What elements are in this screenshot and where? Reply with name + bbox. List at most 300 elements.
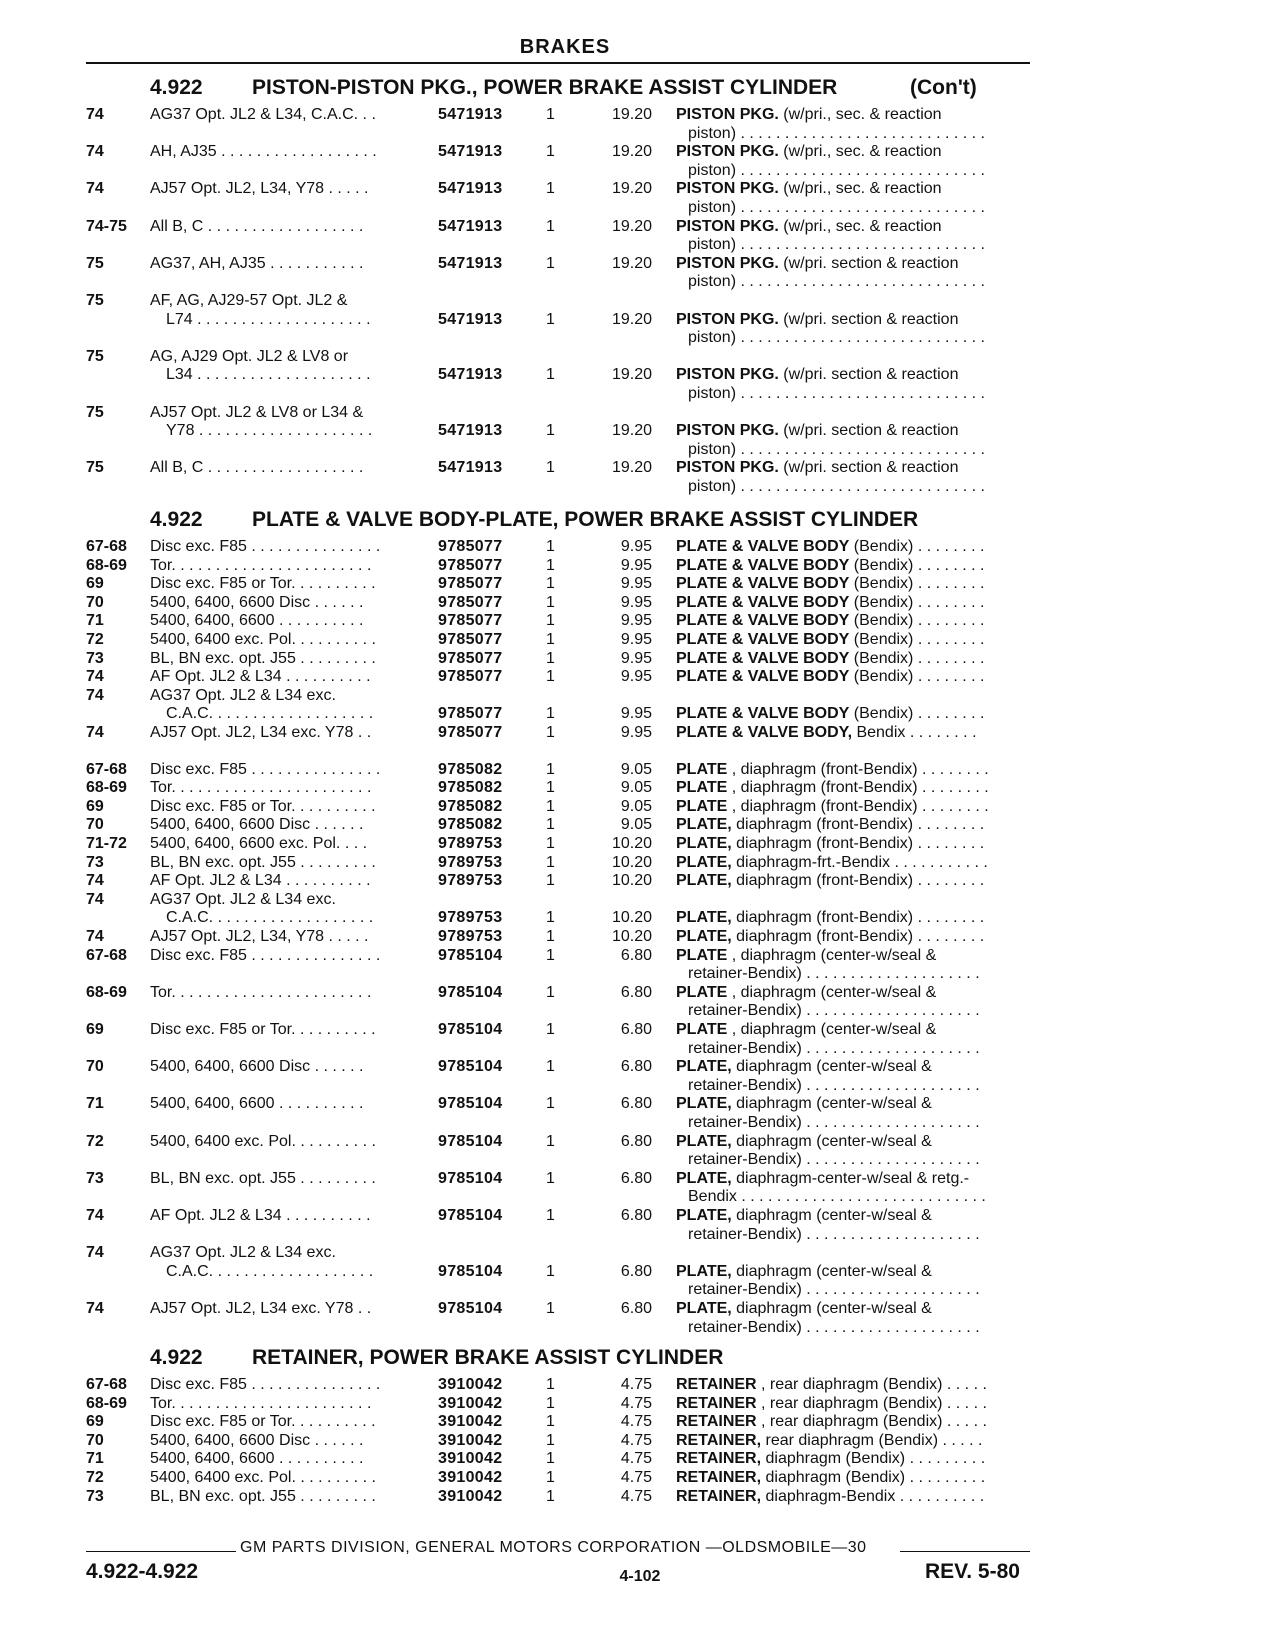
part-name: PISTON PKG. [676, 310, 779, 328]
model-year: 75 [86, 254, 104, 272]
part-description [676, 1413, 1036, 1431]
model-application: Disc exc. F85 . . . . . . . . . . . . . . . [150, 946, 381, 964]
part-name: PLATE [676, 760, 728, 778]
parts-row [86, 1133, 1036, 1170]
model-application: 5400, 6400, 6600 Disc . . . . . . [150, 1058, 364, 1076]
parts-row [86, 1376, 1036, 1395]
part-number: 9785077 [438, 631, 503, 648]
price: 9.05 [620, 797, 652, 815]
part-number: 5471913 [438, 366, 503, 384]
part-number: 3910042 [438, 1394, 503, 1412]
parts-row [86, 180, 1036, 217]
part-name: RETAINER, [676, 1431, 762, 1449]
part-detail: (Bendix) . . . . . . . . [849, 612, 985, 630]
quantity: 1 [546, 217, 555, 235]
section-title: RETAINER, POWER BRAKE ASSIST CYLINDER [252, 1346, 724, 1369]
part-name: PLATE [676, 1021, 728, 1038]
part-description [676, 255, 1036, 273]
part-detail: diaphragm-center-w/seal & retg.- [731, 1169, 970, 1187]
quantity: 1 [546, 816, 555, 834]
parts-row [86, 947, 1036, 984]
quantity: 1 [546, 1394, 555, 1412]
model-application: AJ57 Opt. JL2, L34 exc. Y78 . . [150, 724, 372, 741]
parts-row [86, 1488, 1036, 1507]
part-number: 9785077 [438, 705, 503, 723]
part-description [676, 594, 1036, 612]
part-number: 9785082 [438, 779, 503, 797]
parts-row [86, 106, 1036, 143]
price: 10.20 [611, 835, 652, 852]
model-application: All B, C . . . . . . . . . . . . . . . . . . [150, 459, 364, 477]
part-number: 9785104 [438, 1132, 503, 1150]
model-application-cont: Y78 . . . . . . . . . . . . . . . . . . . . [166, 422, 373, 440]
parts-row [86, 1450, 1036, 1469]
parts-row [86, 1432, 1036, 1451]
price: 10.20 [611, 872, 652, 890]
part-name: PLATE & VALVE BODY [676, 705, 850, 723]
price: 19.20 [611, 422, 652, 440]
part-name: RETAINER [676, 1376, 757, 1393]
model-year: 74 [86, 724, 104, 741]
part-name: RETAINER [676, 1394, 757, 1412]
quantity: 1 [546, 1262, 555, 1280]
model-application-cont: C.A.C. . . . . . . . . . . . . . . . . . . [166, 705, 374, 723]
part-description [676, 835, 1036, 853]
parts-row [86, 1207, 1036, 1244]
parts-row [86, 292, 1036, 348]
quantity: 1 [546, 705, 555, 723]
footer-page-number: 4-102 [619, 1568, 661, 1585]
page-title: BRAKES [519, 36, 611, 58]
parts-row [86, 1058, 1036, 1095]
model-application: AG37 Opt. JL2 & L34 exc. [150, 890, 336, 908]
model-year: 67-68 [86, 760, 127, 778]
model-application: 5400, 6400, 6600 Disc . . . . . . [150, 816, 364, 834]
model-year: 74 [86, 1244, 104, 1262]
price: 4.75 [620, 1487, 652, 1505]
model-application-cont: L34 . . . . . . . . . . . . . . . . . . . . [166, 366, 371, 384]
footer-rule-right [900, 1551, 1030, 1552]
part-description [676, 984, 1036, 1002]
part-description [676, 1095, 1036, 1113]
price: 6.80 [620, 983, 652, 1001]
section-number: 4.922 [150, 1346, 203, 1369]
quantity: 1 [546, 106, 555, 123]
price: 4.75 [620, 1431, 652, 1449]
part-number: 9789753 [438, 928, 503, 945]
part-detail: diaphragm (front-Bendix) . . . . . . . . [731, 909, 985, 927]
quantity: 1 [546, 779, 555, 797]
part-name: PISTON PKG. [676, 459, 779, 477]
model-application: BL, BN exc. opt. J55 . . . . . . . . . [150, 1169, 376, 1187]
price: 4.75 [620, 1394, 652, 1412]
part-detail: (w/pri. section & reaction [778, 310, 959, 328]
price: 10.20 [611, 909, 652, 927]
parts-row [86, 557, 1036, 576]
part-description [676, 575, 1036, 593]
part-number: 5471913 [438, 217, 503, 235]
part-description-cont: piston) . . . . . . . . . . . . . . . . . . . . . . . . . . . . [688, 329, 985, 347]
part-description-cont: retainer-Bendix) . . . . . . . . . . . . . . . . . . . . [688, 1281, 980, 1299]
price: 9.95 [620, 612, 652, 630]
part-description-cont: retainer-Bendix) . . . . . . . . . . . . . . . . . . . . [688, 1002, 980, 1020]
quantity: 1 [546, 1413, 555, 1431]
quantity: 1 [546, 853, 555, 871]
part-description-cont: retainer-Bendix) . . . . . . . . . . . . . . . . . . . . [688, 1076, 980, 1094]
part-detail: diaphragm (front-Bendix) . . . . . . . . [731, 928, 985, 945]
quantity: 1 [546, 983, 555, 1001]
part-name: PLATE, [676, 835, 732, 852]
part-name: PLATE & VALVE BODY [676, 612, 850, 630]
part-description [676, 143, 1036, 161]
part-description [676, 1207, 1036, 1225]
part-detail: (w/pri. section & reaction [778, 459, 959, 477]
part-detail: diaphragm-frt.-Bendix . . . . . . . . . . . [731, 853, 988, 871]
part-number: 5471913 [438, 422, 503, 440]
price: 9.95 [620, 593, 652, 611]
part-detail: diaphragm (Bendix) . . . . . . . . . [761, 1450, 986, 1468]
model-application: Tor. . . . . . . . . . . . . . . . . . . . . . . [150, 1394, 372, 1412]
model-application: AG37 Opt. JL2 & L34 exc. [150, 1244, 336, 1262]
part-detail: diaphragm (center-w/seal & [731, 1262, 932, 1280]
quantity: 1 [546, 668, 555, 686]
price: 19.20 [611, 180, 652, 198]
price: 19.20 [611, 217, 652, 235]
part-detail: (Bendix) . . . . . . . . [849, 538, 985, 555]
price: 6.80 [620, 1262, 652, 1280]
model-year: 67-68 [86, 1376, 127, 1393]
part-description [676, 705, 1036, 723]
part-description-cont: retainer-Bendix) . . . . . . . . . . . . . . . . . . . . [688, 1039, 980, 1057]
model-application: AG, AJ29 Opt. JL2 & LV8 or [150, 347, 349, 365]
price: 6.80 [620, 1132, 652, 1150]
part-number: 5471913 [438, 310, 503, 328]
quantity: 1 [546, 593, 555, 611]
part-description-cont: retainer-Bendix) . . . . . . . . . . . . . . . . . . . . [688, 1225, 980, 1243]
model-year: 70 [86, 1431, 104, 1449]
model-application: 5400, 6400, 6600 . . . . . . . . . . [150, 1450, 364, 1468]
parts-row [86, 1300, 1036, 1337]
price: 9.95 [620, 724, 652, 741]
section-number: 4.922 [150, 76, 203, 99]
quantity: 1 [546, 760, 555, 778]
model-year: 73 [86, 649, 104, 667]
quantity: 1 [546, 1376, 555, 1393]
model-year: 69 [86, 1021, 104, 1038]
price: 10.20 [611, 853, 652, 871]
part-detail: (Bendix) . . . . . . . . [849, 631, 985, 648]
part-detail: , rear diaphragm (Bendix) . . . . . [756, 1394, 987, 1412]
section-heading [150, 76, 977, 100]
parts-row [86, 816, 1036, 835]
price: 19.20 [611, 459, 652, 477]
part-number: 5471913 [438, 143, 503, 161]
part-description-cont: piston) . . . . . . . . . . . . . . . . . . . . . . . . . . . . [688, 124, 985, 142]
model-application: AG37 Opt. JL2 & L34, C.A.C. . . [150, 106, 376, 123]
footer-publisher: GM PARTS DIVISION, GENERAL MOTORS CORPORATION —OLDSMOBILE—30 [240, 1539, 867, 1556]
part-name: PLATE [676, 983, 728, 1001]
model-application: Disc exc. F85 . . . . . . . . . . . . . . . [150, 760, 381, 778]
quantity: 1 [546, 254, 555, 272]
price: 19.20 [611, 143, 652, 161]
price: 4.75 [620, 1413, 652, 1431]
part-number: 9789753 [438, 853, 503, 871]
parts-row [86, 459, 1036, 496]
part-name: PISTON PKG. [676, 366, 779, 384]
model-year: 74 [86, 668, 104, 686]
section-heading [150, 1346, 723, 1370]
quantity: 1 [546, 724, 555, 741]
part-name: PISTON PKG. [676, 254, 779, 272]
part-description [676, 854, 1036, 872]
model-year: 75 [86, 347, 104, 365]
part-description [676, 631, 1036, 649]
price: 4.75 [620, 1450, 652, 1468]
part-description-cont: retainer-Bendix) . . . . . . . . . . . . . . . . . . . . [688, 965, 980, 983]
model-year: 73 [86, 1487, 104, 1505]
model-year: 72 [86, 1469, 104, 1486]
parts-row [86, 687, 1036, 724]
part-description-cont: retainer-Bendix) . . . . . . . . . . . . . . . . . . . . [688, 1318, 980, 1336]
header-rule [86, 62, 1030, 64]
model-application: AG37 Opt. JL2 & L34 exc. [150, 686, 336, 704]
quantity: 1 [546, 556, 555, 574]
part-number: 5471913 [438, 106, 503, 123]
model-application: AH, AJ35 . . . . . . . . . . . . . . . . . . [150, 143, 377, 161]
part-description-cont: piston) . . . . . . . . . . . . . . . . . . . . . . . . . . . . [688, 477, 985, 495]
part-number: 9785082 [438, 797, 503, 815]
part-detail: (Bendix) . . . . . . . . [849, 575, 985, 593]
parts-row [86, 668, 1036, 687]
quantity: 1 [546, 459, 555, 477]
part-description [676, 1263, 1036, 1281]
part-detail: (w/pri. section & reaction [778, 254, 959, 272]
footer-rule-left [86, 1551, 236, 1552]
section-title: PISTON-PISTON PKG., POWER BRAKE ASSIST CYLINDER [252, 76, 838, 99]
part-name: PLATE & VALVE BODY [676, 556, 850, 574]
part-name: RETAINER [676, 1413, 757, 1431]
part-description-cont: piston) . . . . . . . . . . . . . . . . . . . . . . . . . . . . [688, 198, 985, 216]
quantity: 1 [546, 1487, 555, 1505]
part-number: 9785104 [438, 983, 503, 1001]
part-number: 9785082 [438, 760, 503, 778]
model-year: 75 [86, 459, 104, 477]
model-application: Disc exc. F85 . . . . . . . . . . . . . . . [150, 538, 381, 555]
part-description [676, 816, 1036, 834]
model-year: 74 [86, 686, 104, 704]
price: 6.80 [620, 1207, 652, 1224]
part-detail: (Bendix) . . . . . . . . [849, 556, 985, 574]
model-application: AJ57 Opt. JL2 & LV8 or L34 & [150, 403, 364, 421]
part-number: 9785104 [438, 1058, 503, 1076]
model-year: 69 [86, 797, 104, 815]
quantity: 1 [546, 649, 555, 667]
part-name: RETAINER, [676, 1450, 762, 1468]
quantity: 1 [546, 872, 555, 890]
quantity: 1 [546, 1169, 555, 1187]
model-application: 5400, 6400 exc. Pol. . . . . . . . . . [150, 1469, 376, 1486]
part-detail: (w/pri., sec. & reaction [778, 106, 942, 123]
part-description [676, 761, 1036, 779]
price: 9.95 [620, 705, 652, 723]
part-number: 9785077 [438, 668, 503, 686]
parts-row [86, 724, 1036, 743]
parts-row [86, 1244, 1036, 1300]
part-name: PLATE, [676, 1207, 732, 1224]
model-year: 71 [86, 1450, 104, 1468]
part-description [676, 1432, 1036, 1450]
part-number: 9785082 [438, 816, 503, 834]
part-number: 5471913 [438, 254, 503, 272]
model-application: Tor. . . . . . . . . . . . . . . . . . . . . . . [150, 779, 372, 797]
model-year: 71 [86, 612, 104, 630]
quantity: 1 [546, 538, 555, 555]
model-year: 70 [86, 816, 104, 834]
model-application: Tor. . . . . . . . . . . . . . . . . . . . . . . [150, 983, 372, 1001]
part-detail: diaphragm (center-w/seal & [731, 1095, 932, 1113]
parts-row [86, 594, 1036, 613]
price: 6.80 [620, 1300, 652, 1317]
quantity: 1 [546, 1095, 555, 1113]
section-heading [150, 508, 918, 532]
part-detail: diaphragm (center-w/seal & [731, 1300, 932, 1317]
price: 9.95 [620, 668, 652, 686]
model-application: Disc exc. F85 or Tor. . . . . . . . . . [150, 575, 376, 593]
model-application: AJ57 Opt. JL2, L34, Y78 . . . . . [150, 928, 369, 945]
quantity: 1 [546, 946, 555, 964]
model-year: 67-68 [86, 946, 127, 964]
model-application: AG37, AH, AJ35 . . . . . . . . . . . [150, 254, 364, 272]
quantity: 1 [546, 422, 555, 440]
parts-row [86, 255, 1036, 292]
part-number: 9789753 [438, 909, 503, 927]
part-number: 9785077 [438, 538, 503, 555]
price: 4.75 [620, 1469, 652, 1486]
price: 19.20 [611, 310, 652, 328]
part-name: PLATE & VALVE BODY [676, 649, 850, 667]
model-year: 74 [86, 1300, 104, 1317]
part-detail: , rear diaphragm (Bendix) . . . . . [756, 1376, 987, 1393]
part-detail: , diaphragm (front-Bendix) . . . . . . . . [727, 797, 989, 815]
part-description [676, 180, 1036, 198]
part-detail: diaphragm (front-Bendix) . . . . . . . . [731, 816, 985, 834]
price: 9.95 [620, 631, 652, 648]
part-number: 9785104 [438, 1169, 503, 1187]
part-description [676, 218, 1036, 236]
part-detail: (w/pri., sec. & reaction [778, 217, 942, 235]
parts-row [86, 798, 1036, 817]
part-name: PLATE [676, 779, 728, 797]
model-year: 74 [86, 872, 104, 890]
part-description [676, 422, 1036, 440]
part-number: 9789753 [438, 872, 503, 890]
parts-row [86, 928, 1036, 947]
part-description [676, 798, 1036, 816]
part-description-cont: piston) . . . . . . . . . . . . . . . . . . . . . . . . . . . . [688, 384, 985, 402]
model-year: 74 [86, 1207, 104, 1224]
part-name: PLATE [676, 946, 728, 964]
parts-row [86, 1395, 1036, 1414]
model-application: AF Opt. JL2 & L34 . . . . . . . . . . [150, 668, 371, 686]
part-detail: (w/pri., sec. & reaction [778, 180, 942, 198]
price: 10.20 [611, 928, 652, 945]
model-year: 73 [86, 1169, 104, 1187]
part-number: 9789753 [438, 835, 503, 852]
part-name: RETAINER, [676, 1487, 762, 1505]
quantity: 1 [546, 1132, 555, 1150]
model-application: 5400, 6400, 6600 . . . . . . . . . . [150, 612, 364, 630]
part-detail: , diaphragm (center-w/seal & [727, 983, 937, 1001]
quantity: 1 [546, 1300, 555, 1317]
part-detail: (Bendix) . . . . . . . . [849, 668, 985, 686]
parts-row [86, 348, 1036, 404]
parts-row [86, 761, 1036, 780]
parts-row [86, 984, 1036, 1021]
parts-row [86, 854, 1036, 873]
part-description [676, 947, 1036, 965]
part-description [676, 106, 1036, 124]
footer-code-range: 4.922-4.922 [86, 1560, 199, 1583]
price: 9.05 [620, 760, 652, 778]
part-number: 3910042 [438, 1413, 503, 1431]
price: 9.05 [620, 816, 652, 834]
parts-row [86, 835, 1036, 854]
part-detail: , diaphragm (center-w/seal & [727, 1021, 937, 1038]
part-name: RETAINER, [676, 1469, 762, 1486]
model-year: 69 [86, 575, 104, 593]
part-number: 5471913 [438, 459, 503, 477]
part-description [676, 612, 1036, 630]
quantity: 1 [546, 575, 555, 593]
part-description-cont: retainer-Bendix) . . . . . . . . . . . . . . . . . . . . [688, 1151, 980, 1169]
parts-row [86, 218, 1036, 255]
part-name: PISTON PKG. [676, 217, 779, 235]
part-detail: diaphragm-Bendix . . . . . . . . . . [761, 1487, 985, 1505]
part-number: 9785104 [438, 1095, 503, 1113]
model-year: 70 [86, 593, 104, 611]
part-name: PLATE & VALVE BODY, [676, 724, 853, 741]
part-name: PLATE, [676, 1262, 732, 1280]
model-year: 74 [86, 928, 104, 945]
quantity: 1 [546, 835, 555, 852]
model-application: BL, BN exc. opt. J55 . . . . . . . . . [150, 853, 376, 871]
model-year: 74 [86, 106, 104, 123]
part-name: PLATE, [676, 816, 732, 834]
parts-row [86, 1170, 1036, 1207]
quantity: 1 [546, 797, 555, 815]
part-name: PLATE & VALVE BODY [676, 538, 850, 555]
model-application: Disc exc. F85 or Tor. . . . . . . . . . [150, 1413, 376, 1431]
part-description-cont: piston) . . . . . . . . . . . . . . . . . . . . . . . . . . . . [688, 236, 985, 254]
part-name: PISTON PKG. [676, 143, 779, 161]
part-detail: Bendix . . . . . . . . [852, 724, 977, 741]
model-year: 72 [86, 631, 104, 648]
price: 19.20 [611, 254, 652, 272]
model-year: 68-69 [86, 779, 127, 797]
parts-row [86, 650, 1036, 669]
part-number: 3910042 [438, 1487, 503, 1505]
part-detail: (w/pri. section & reaction [778, 422, 959, 440]
price: 4.75 [620, 1376, 652, 1393]
part-detail: diaphragm (center-w/seal & [731, 1207, 932, 1224]
model-year: 71 [86, 1095, 104, 1113]
quantity: 1 [546, 366, 555, 384]
quantity: 1 [546, 612, 555, 630]
part-description-cont: piston) . . . . . . . . . . . . . . . . . . . . . . . . . . . . [688, 161, 985, 179]
part-description-cont: retainer-Bendix) . . . . . . . . . . . . . . . . . . . . [688, 1113, 980, 1131]
part-name: PLATE, [676, 928, 732, 945]
part-number: 3910042 [438, 1469, 503, 1486]
